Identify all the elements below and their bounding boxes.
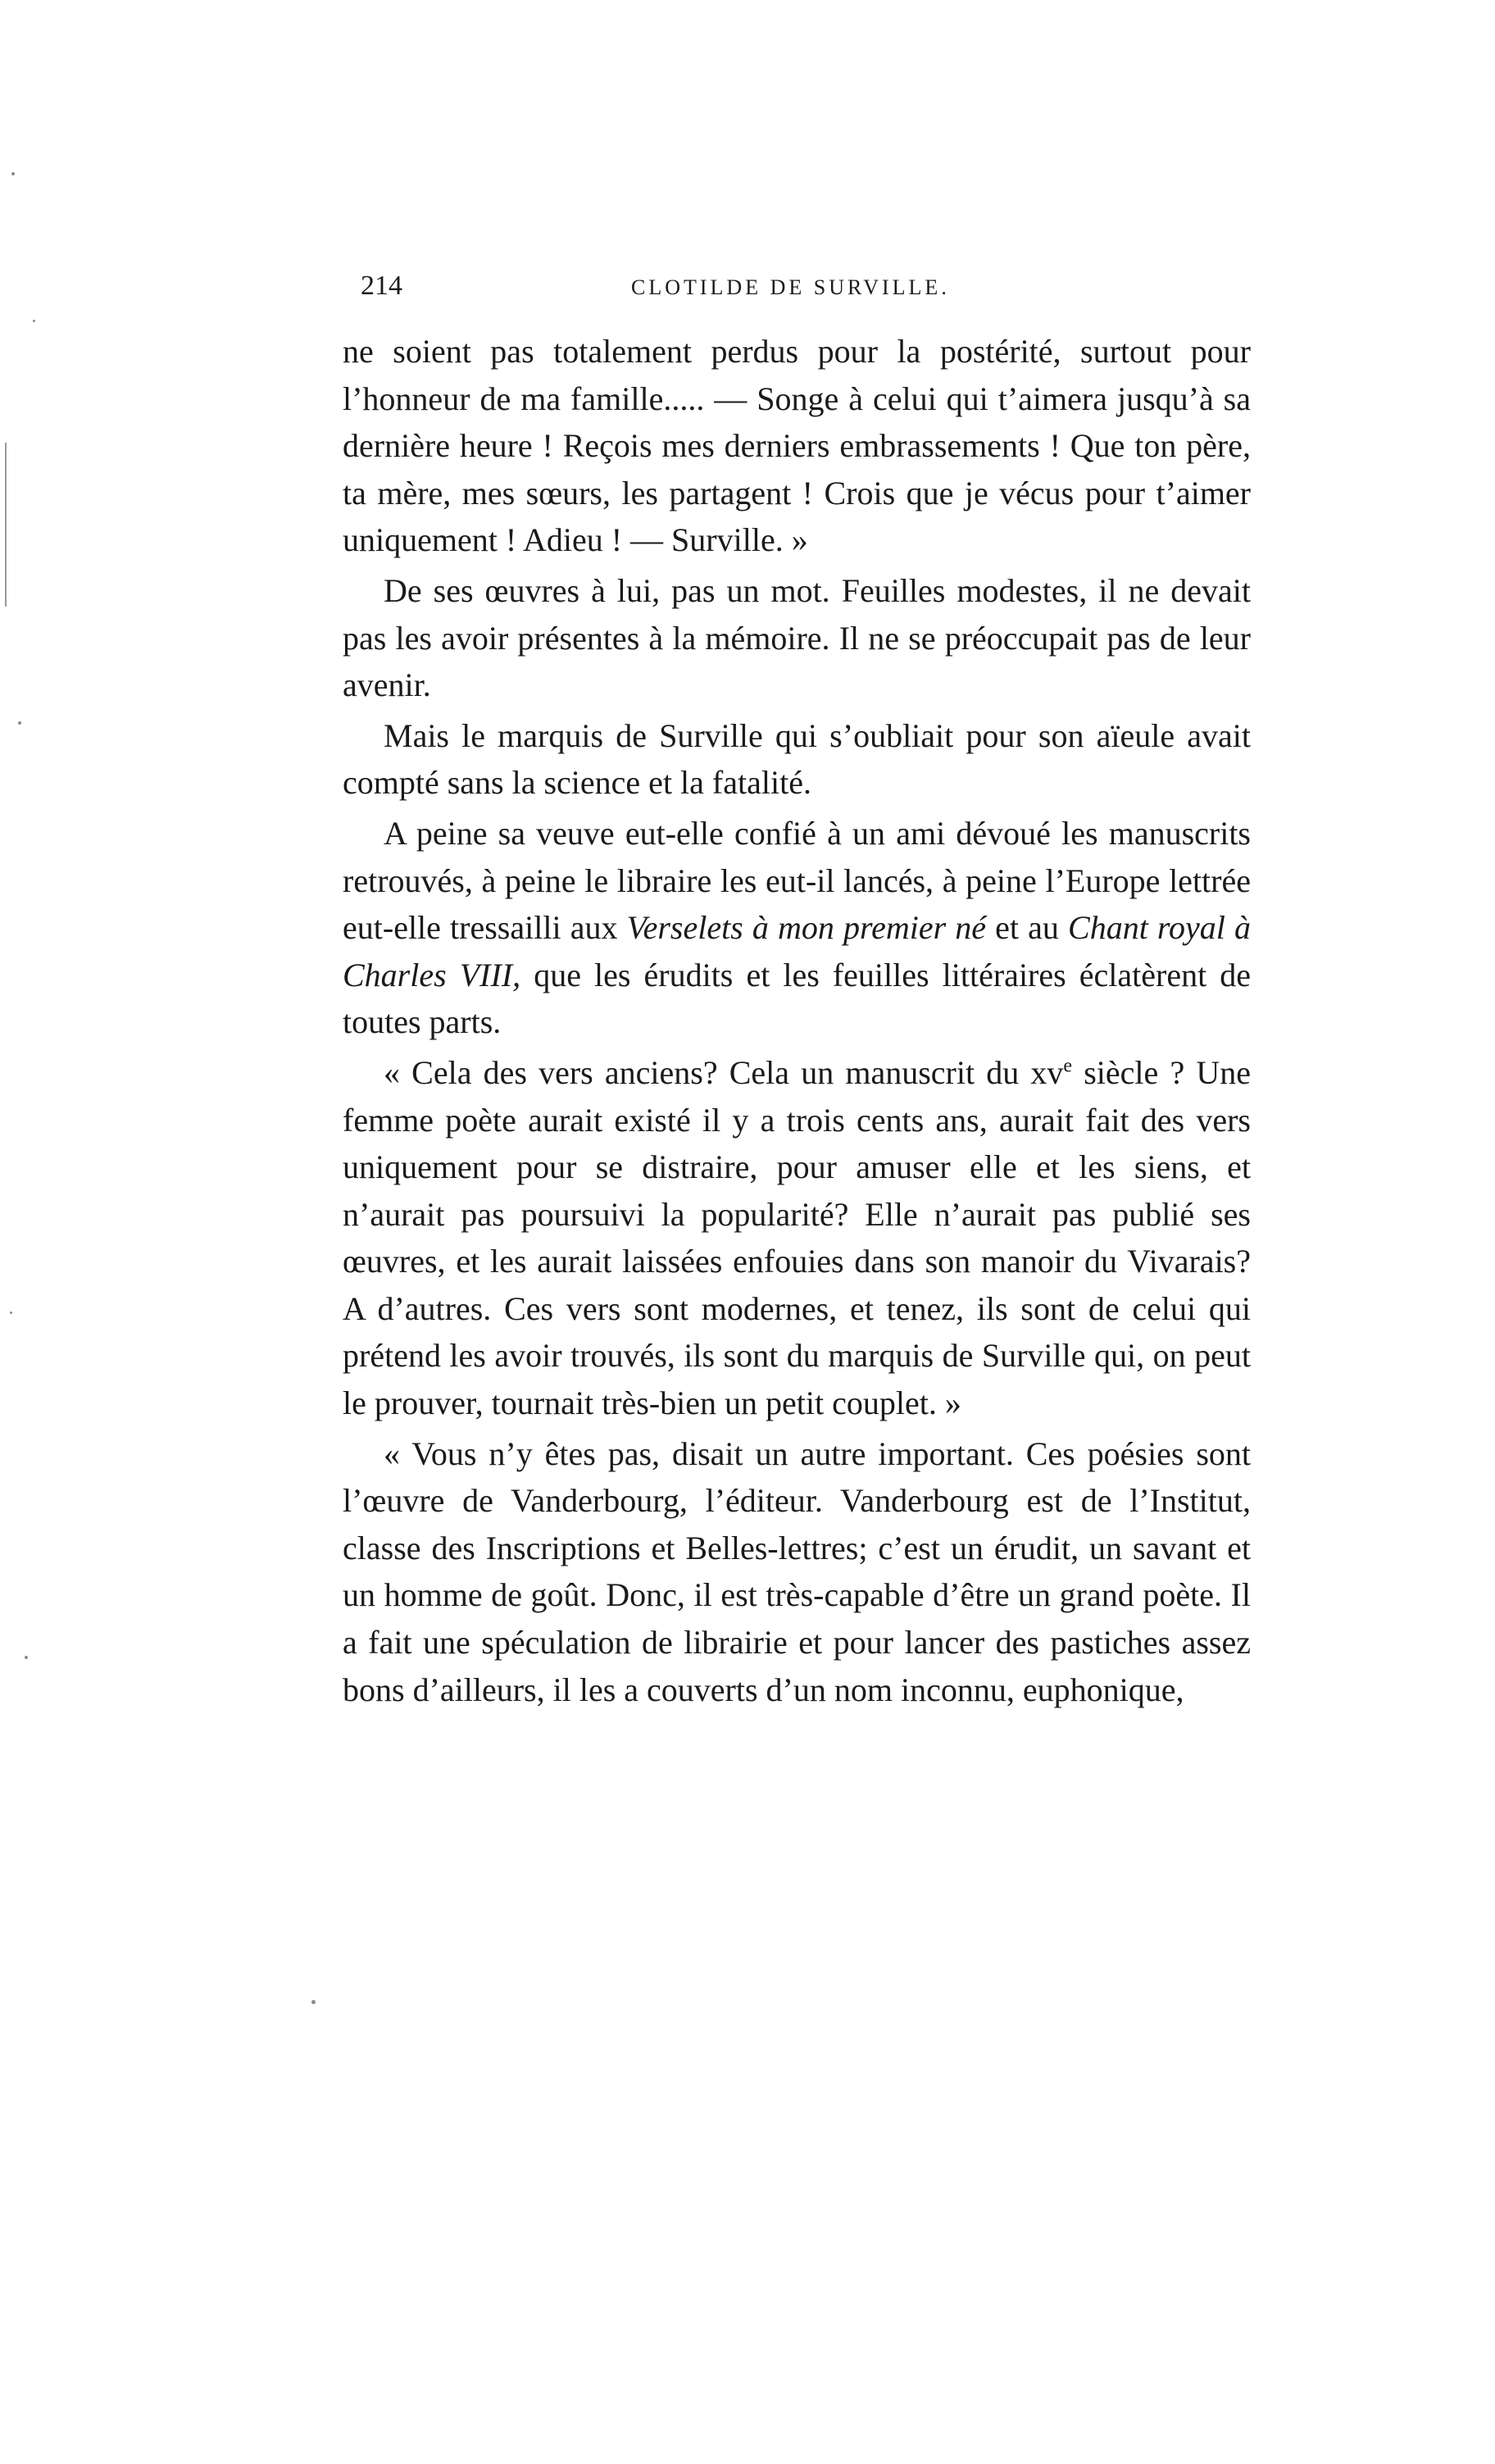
- paragraph-5-superscript: e: [1063, 1055, 1073, 1077]
- paragraph-4-italic-chant-royal: Chant royal à Charles VIII,: [343, 909, 1251, 993]
- paragraph-1: ne soient pas totalement perdus pour la postérité, surtout pour l’honneur de ma famille..... — Songe à celui qui t’aimera jusqu’à sa dernière heure ! Reçois mes derniers embrassements ! Que ton père, ta mère, mes sœurs, les partagent ! Crois que je vécus pour t’aimer uniquement ! Adieu ! — Surville. »: [343, 333, 1251, 559]
- paragraph-4: [343, 810, 1251, 1046]
- body-text: [343, 328, 1251, 1713]
- paragraph-5: [343, 1049, 1251, 1427]
- paragraph-4-italic-verselets: Verselets à mon premier né: [626, 909, 987, 947]
- scan-speck: [10, 1312, 12, 1314]
- scan-speck: [311, 2000, 316, 2004]
- paragraph-5-text-a: « Cela des vers anciens? Cela un manuscrit du xv: [384, 1053, 1064, 1091]
- paragraph-4-text-c: que les érudits et les feuilles littéraires éclatèrent de toutes parts.: [343, 956, 1251, 1041]
- paragraph-5-text-b: siècle ? Une femme poète aurait existé il y a trois cents ans, aurait fait des vers uniquement pour se distraire, pour amuser elle et les siens, et n’aurait pas poursuivi la popularité? Elle n’aurait pas publié ses œuvres, et les aurait laissées enfouies dans son manoir du Vivarais? A d’autres. Ces vers sont modernes, et tenez, ils sont de celui qui prétend les avoir trouvés, ils sont du marquis de Surville qui, on peut le prouver, tournait très-bien un petit couplet. »: [343, 1053, 1252, 1422]
- scan-speck: [33, 320, 35, 322]
- paragraph-4-text-b: et au: [986, 909, 1069, 947]
- scan-edge-line: [5, 443, 7, 607]
- page-header: [361, 270, 1262, 311]
- scan-speck: [18, 721, 21, 725]
- paragraph-4-text-a: A peine sa veuve eut-elle confié à un ami dévoué les manuscrits retrouvés, à peine le libraire les eut-il lancés, à peine l’Europe lettrée eut-elle tressailli aux: [343, 814, 1251, 947]
- page-number: 214: [361, 270, 402, 301]
- running-title: CLOTILDE DE SURVILLE.: [631, 275, 950, 299]
- paragraph-2: De ses œuvres à lui, pas un mot. Feuilles modestes, il ne devait pas les avoir présentes à la mémoire. Il ne se préoccupait pas de leur avenir.: [343, 571, 1251, 704]
- paragraph-6: « Vous n’y êtes pas, disait un autre important. Ces poésies sont l’œuvre de Vanderbourg, l’éditeur. Vanderbourg est de l’Institut, classe des Inscriptions et Belles-lettres; c’est un érudit, un savant et un homme de goût. Donc, il est très-capable d’être un grand poète. Il a fait une spéculation de librairie et pour lancer des pastiches assez bons d’ailleurs, il les a couverts d’un nom inconnu, euphonique,: [343, 1434, 1251, 1708]
- scan-speck: [11, 172, 15, 175]
- paragraph-3: Mais le marquis de Surville qui s’oubliait pour son aïeule avait compté sans la science et la fatalité.: [343, 716, 1251, 802]
- scan-speck: [25, 1656, 28, 1659]
